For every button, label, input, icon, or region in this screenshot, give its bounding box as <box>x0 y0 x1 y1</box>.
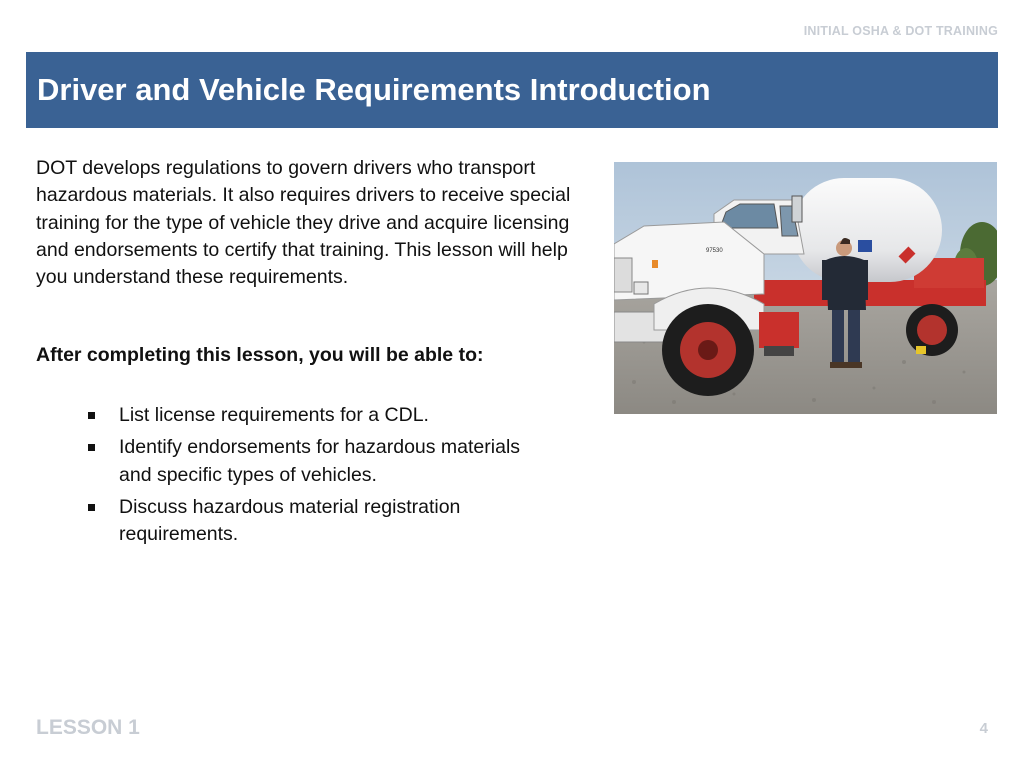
headlight-icon <box>634 282 648 294</box>
title-bar <box>26 52 998 128</box>
objective-item <box>88 494 528 549</box>
objectives-heading: After completing this lesson, you will be able to: <box>36 344 484 366</box>
truck-number-text: 97530 <box>706 248 723 254</box>
truck-driver-photo <box>614 162 997 414</box>
objective-item <box>88 434 528 489</box>
objective-text: Identify endorsements for hazardous materials and specific types of vehicles. <box>119 436 521 486</box>
objective-text: List license requirements for a CDL. <box>119 404 429 426</box>
slide-title: Driver and Vehicle Requirements Introduction <box>37 72 711 107</box>
lesson-label: LESSON 1 <box>36 716 140 739</box>
objective-text: Discuss hazardous material registration requirements. <box>119 495 461 546</box>
course-header-label: INITIAL OSHA & DOT TRAINING <box>803 24 998 38</box>
square-bullet-icon <box>88 504 95 511</box>
page-number: 4 <box>979 720 988 737</box>
square-bullet-icon <box>88 444 95 451</box>
objective-item <box>88 402 528 429</box>
intro-paragraph: DOT develops regulations to govern drivers who transport hazardous materials. It also requires drivers to receive special training for the type of vehicle they drive and acquire licensing and endorsements to certify that training. This lesson will help you understand these requirements. <box>36 157 571 289</box>
objectives-list <box>88 402 528 553</box>
square-bullet-icon <box>88 412 95 419</box>
